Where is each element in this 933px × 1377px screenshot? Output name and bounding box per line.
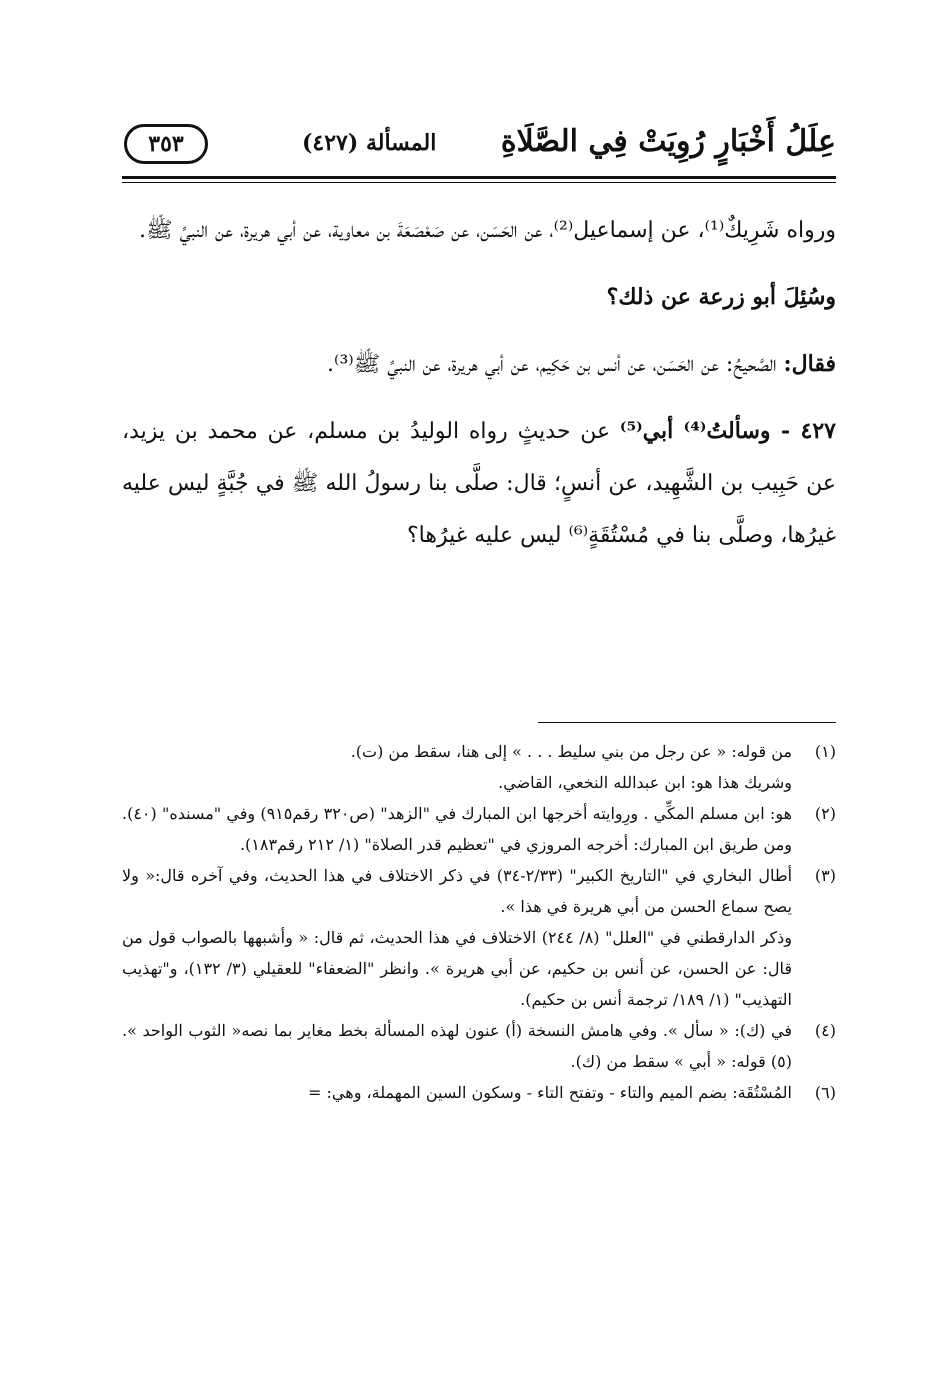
footnote-line: المُسْتُقَة: بضم الميم والتاء - وتفتح التاء - وسكون السين المهملة، وهي: =: [308, 1083, 792, 1102]
paragraph-4-lead: ٤٢٧ - وسألتُ⁽⁴⁾ أبي⁽⁵⁾: [619, 418, 836, 444]
main-text: [122, 205, 836, 576]
paragraph-1: ورواه شَرِيكٌ⁽¹⁾، عن إسماعيل⁽²⁾، عن الحَسَن، عن صَعْصَعَةَ بن معاوية، عن أبي هريرة، عن النبيِّ ﷺ.: [139, 218, 836, 243]
footnote-1: [122, 736, 836, 798]
footnote-number: (٦): [814, 1083, 836, 1102]
footnote-number: (٢): [814, 804, 836, 823]
footnote-6: [122, 1077, 836, 1108]
footnote-4-5: [122, 1015, 836, 1077]
footnote-number: (١): [814, 742, 836, 761]
paragraph-2: [122, 271, 836, 324]
page-number: ٣٥٣: [124, 124, 208, 164]
paragraph-3: [122, 338, 836, 391]
footnote-line: في (ك): « سأل ». وفي هامش النسخة (أ) عنون لهذه المسألة بخط مغاير بما نصه« الثوب الواحد ». (٥) قوله: « أبي » سقط من (ك).: [122, 1021, 792, 1071]
issue-label: المسألة (٤٢٧): [302, 130, 437, 156]
footnote-3: [122, 860, 836, 1015]
header-rule-thick: [122, 176, 836, 179]
paragraph-3-lead: فقال:: [783, 351, 836, 377]
paragraph-4-rest: عن حديثٍ رواه الوليدُ بن مسلم، عن محمد بن يزيد، عن حَبِيب بن الشَّهِيد، عن أنسٍ؛ قال: صلَّى بنا رسولُ الله ﷺ في جُبَّةٍ ليس عليه غيرُها، وصلَّى بنا في مُسْتُقَةٍ⁽⁶⁾ ليس عليه غيرُها؟: [122, 419, 836, 548]
paragraph-2-lead: وسُئِلَ: [783, 284, 836, 310]
footnote-line: أطال البخاري في "التاريخ الكبير" (٢/٣٣-٣٤) في ذكر الاختلاف في هذا الحديث، وفي آخره قال:« ولا يصح سماع الحسن من أبي هريرة في هذا ».: [122, 866, 793, 916]
footnote-2: [122, 798, 836, 860]
footnote-number: (٣): [814, 866, 836, 885]
footnote-number: (٤): [814, 1021, 836, 1040]
paragraph-3-rest: الصَّحيحُ: عن الحَسَن، عن أنس بن حَكِيم، عن أبي هريرة، عن النبيِّ ﷺ⁽³⁾.: [327, 352, 784, 377]
paragraph-2-rest: أبو زرعة عن ذلك؟: [606, 284, 784, 310]
running-title: عِلَلُ أَخْبَارٍ رُوِيَتْ فِي الصَّلَاةِ: [500, 124, 836, 159]
footnote-line: وذكر الدارقطني في "العلل" (٨/ ٢٤٤) الاختلاف في هذا الحديث، ثم قال: « وأشبهها بالصواب قول من قال: عن الحسن، عن أنس بن حكيم، عن أبي هريرة ». وانظر "الضعفاء" للعقيلي (٣/ ١٣٢)، و"تهذيب التهذيب" (١/ ١٨٩/ ترجمة أنس بن حكيم).: [122, 928, 792, 1009]
footnote-separator: [538, 722, 836, 723]
footnotes: [122, 736, 836, 1108]
page-header: [122, 120, 836, 180]
footnote-line: وشريك هذا هو: ابن عبدالله النخعي، القاضي.: [498, 773, 792, 792]
footnote-line: من قوله: « عن رجل من بني سليط . . . » إلى هنا، سقط من (ت).: [350, 742, 792, 761]
paragraph-4: [122, 405, 836, 562]
footnote-line: هو: ابن مسلم المكِّي . ورِوايته أخرجها ابن المبارك في "الزهد" (ص٣٢٠ رقم٩١٥) وفي "مسنده" (٤٠). ومن طريق ابن المبارك: أخرجه المروزي في "تعظيم قدر الصلاة" (١/ ٢١٢ رقم١٨٣).: [122, 804, 793, 854]
header-rule-thin: [122, 182, 836, 183]
